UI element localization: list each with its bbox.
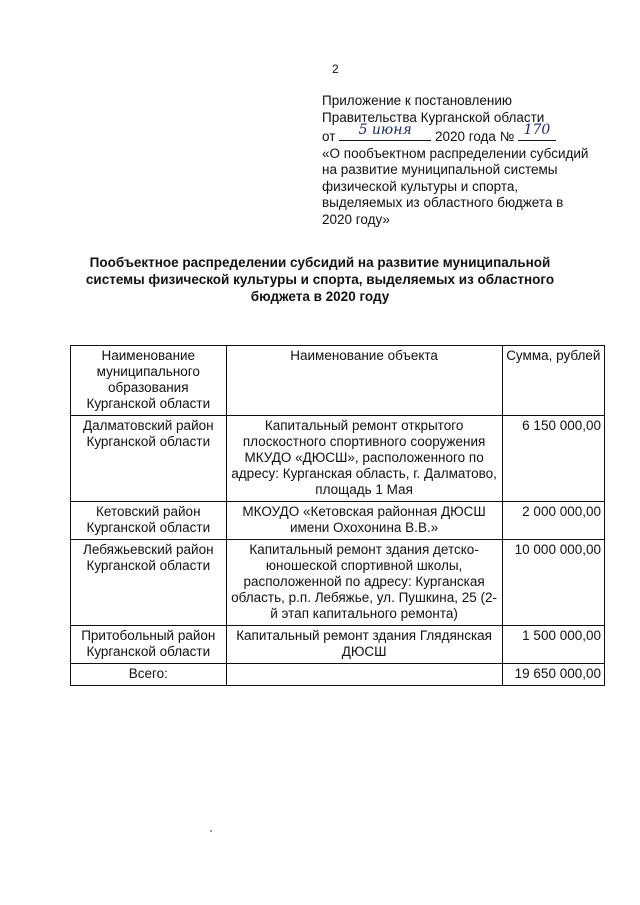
subsidy-table — [70, 345, 605, 686]
cell-municipality: Лебяжьевский район Курганской области — [71, 540, 227, 626]
scan-speck — [210, 830, 212, 832]
document-title — [70, 254, 570, 305]
cell-municipality: Далматовский район Курганской области — [71, 416, 227, 502]
table-row — [71, 626, 605, 664]
header-municipality: Наименование муниципального образования Курганской области — [71, 346, 227, 416]
table-header-row — [71, 346, 605, 416]
table-total-row — [71, 664, 605, 686]
appendix-from-prefix: от — [322, 129, 336, 144]
document-title-line: Пообъектное распределении субсидий на развитие муниципальной — [89, 255, 551, 270]
appendix-title-line: «О пообъектном распределении субсидий — [322, 145, 589, 161]
table-row — [71, 540, 605, 626]
header-amount: Сумма, рублей — [502, 346, 604, 416]
page-number: 2 — [332, 62, 339, 76]
date-field — [339, 122, 431, 141]
cell-amount: 2 000 000,00 — [502, 502, 604, 540]
cell-amount: 10 000 000,00 — [502, 540, 604, 626]
cell-amount: 6 150 000,00 — [502, 416, 604, 502]
total-amount: 19 650 000,00 — [502, 664, 604, 686]
document-title-line: бюджета в 2020 году — [250, 289, 390, 304]
appendix-title-line: выделяемых из областного бюджета в — [322, 195, 564, 210]
appendix-block — [322, 93, 612, 228]
cell-object: Капитальный ремонт здания Глядянская ДЮСШ — [226, 626, 502, 664]
table-row — [71, 416, 605, 502]
total-label: Всего: — [71, 664, 227, 686]
appendix-title-line: на развитие муниципальной системы — [322, 162, 558, 177]
number-field — [518, 122, 556, 141]
table-row — [71, 502, 605, 540]
cell-object: Капитальный ремонт здания детско-юношеской спортивной школы, расположенной по адресу: Курганская область, р.п. Лебяжье, ул. Пушкина, 25 (2-й этап капитального ремонта) — [226, 540, 502, 626]
document-title-line: системы физической культуры и спорта, выделяемых из областного — [85, 272, 555, 287]
cell-amount: 1 500 000,00 — [502, 626, 604, 664]
handwritten-number: 170 — [523, 122, 551, 138]
appendix-title-line: физической культуры и спорта, — [322, 178, 519, 194]
cell-municipality: Кетовский район Курганской области — [71, 502, 227, 540]
handwritten-date: 5 июня — [358, 122, 412, 138]
cell-object: Капитальный ремонт открытого плоскостного спортивного сооружения МКУДО «ДЮСШ», расположенного по адресу: Курганская область, г. Далматово, площадь 1 Мая — [226, 416, 502, 502]
header-object: Наименование объекта — [226, 346, 502, 416]
appendix-year-text: 2020 года № — [434, 129, 515, 144]
appendix-date-line — [322, 122, 612, 146]
appendix-title-line: 2020 году» — [322, 211, 390, 227]
total-empty-cell — [226, 664, 502, 686]
cell-municipality: Притобольный район Курганской области — [71, 626, 227, 664]
cell-object: МКОУДО «Кетовская районная ДЮСШ имени Охохонина В.В.» — [226, 502, 502, 540]
appendix-line-1: Приложение к постановлению — [322, 93, 513, 108]
appendix-line-2: Правительства Курганской области — [322, 109, 545, 125]
